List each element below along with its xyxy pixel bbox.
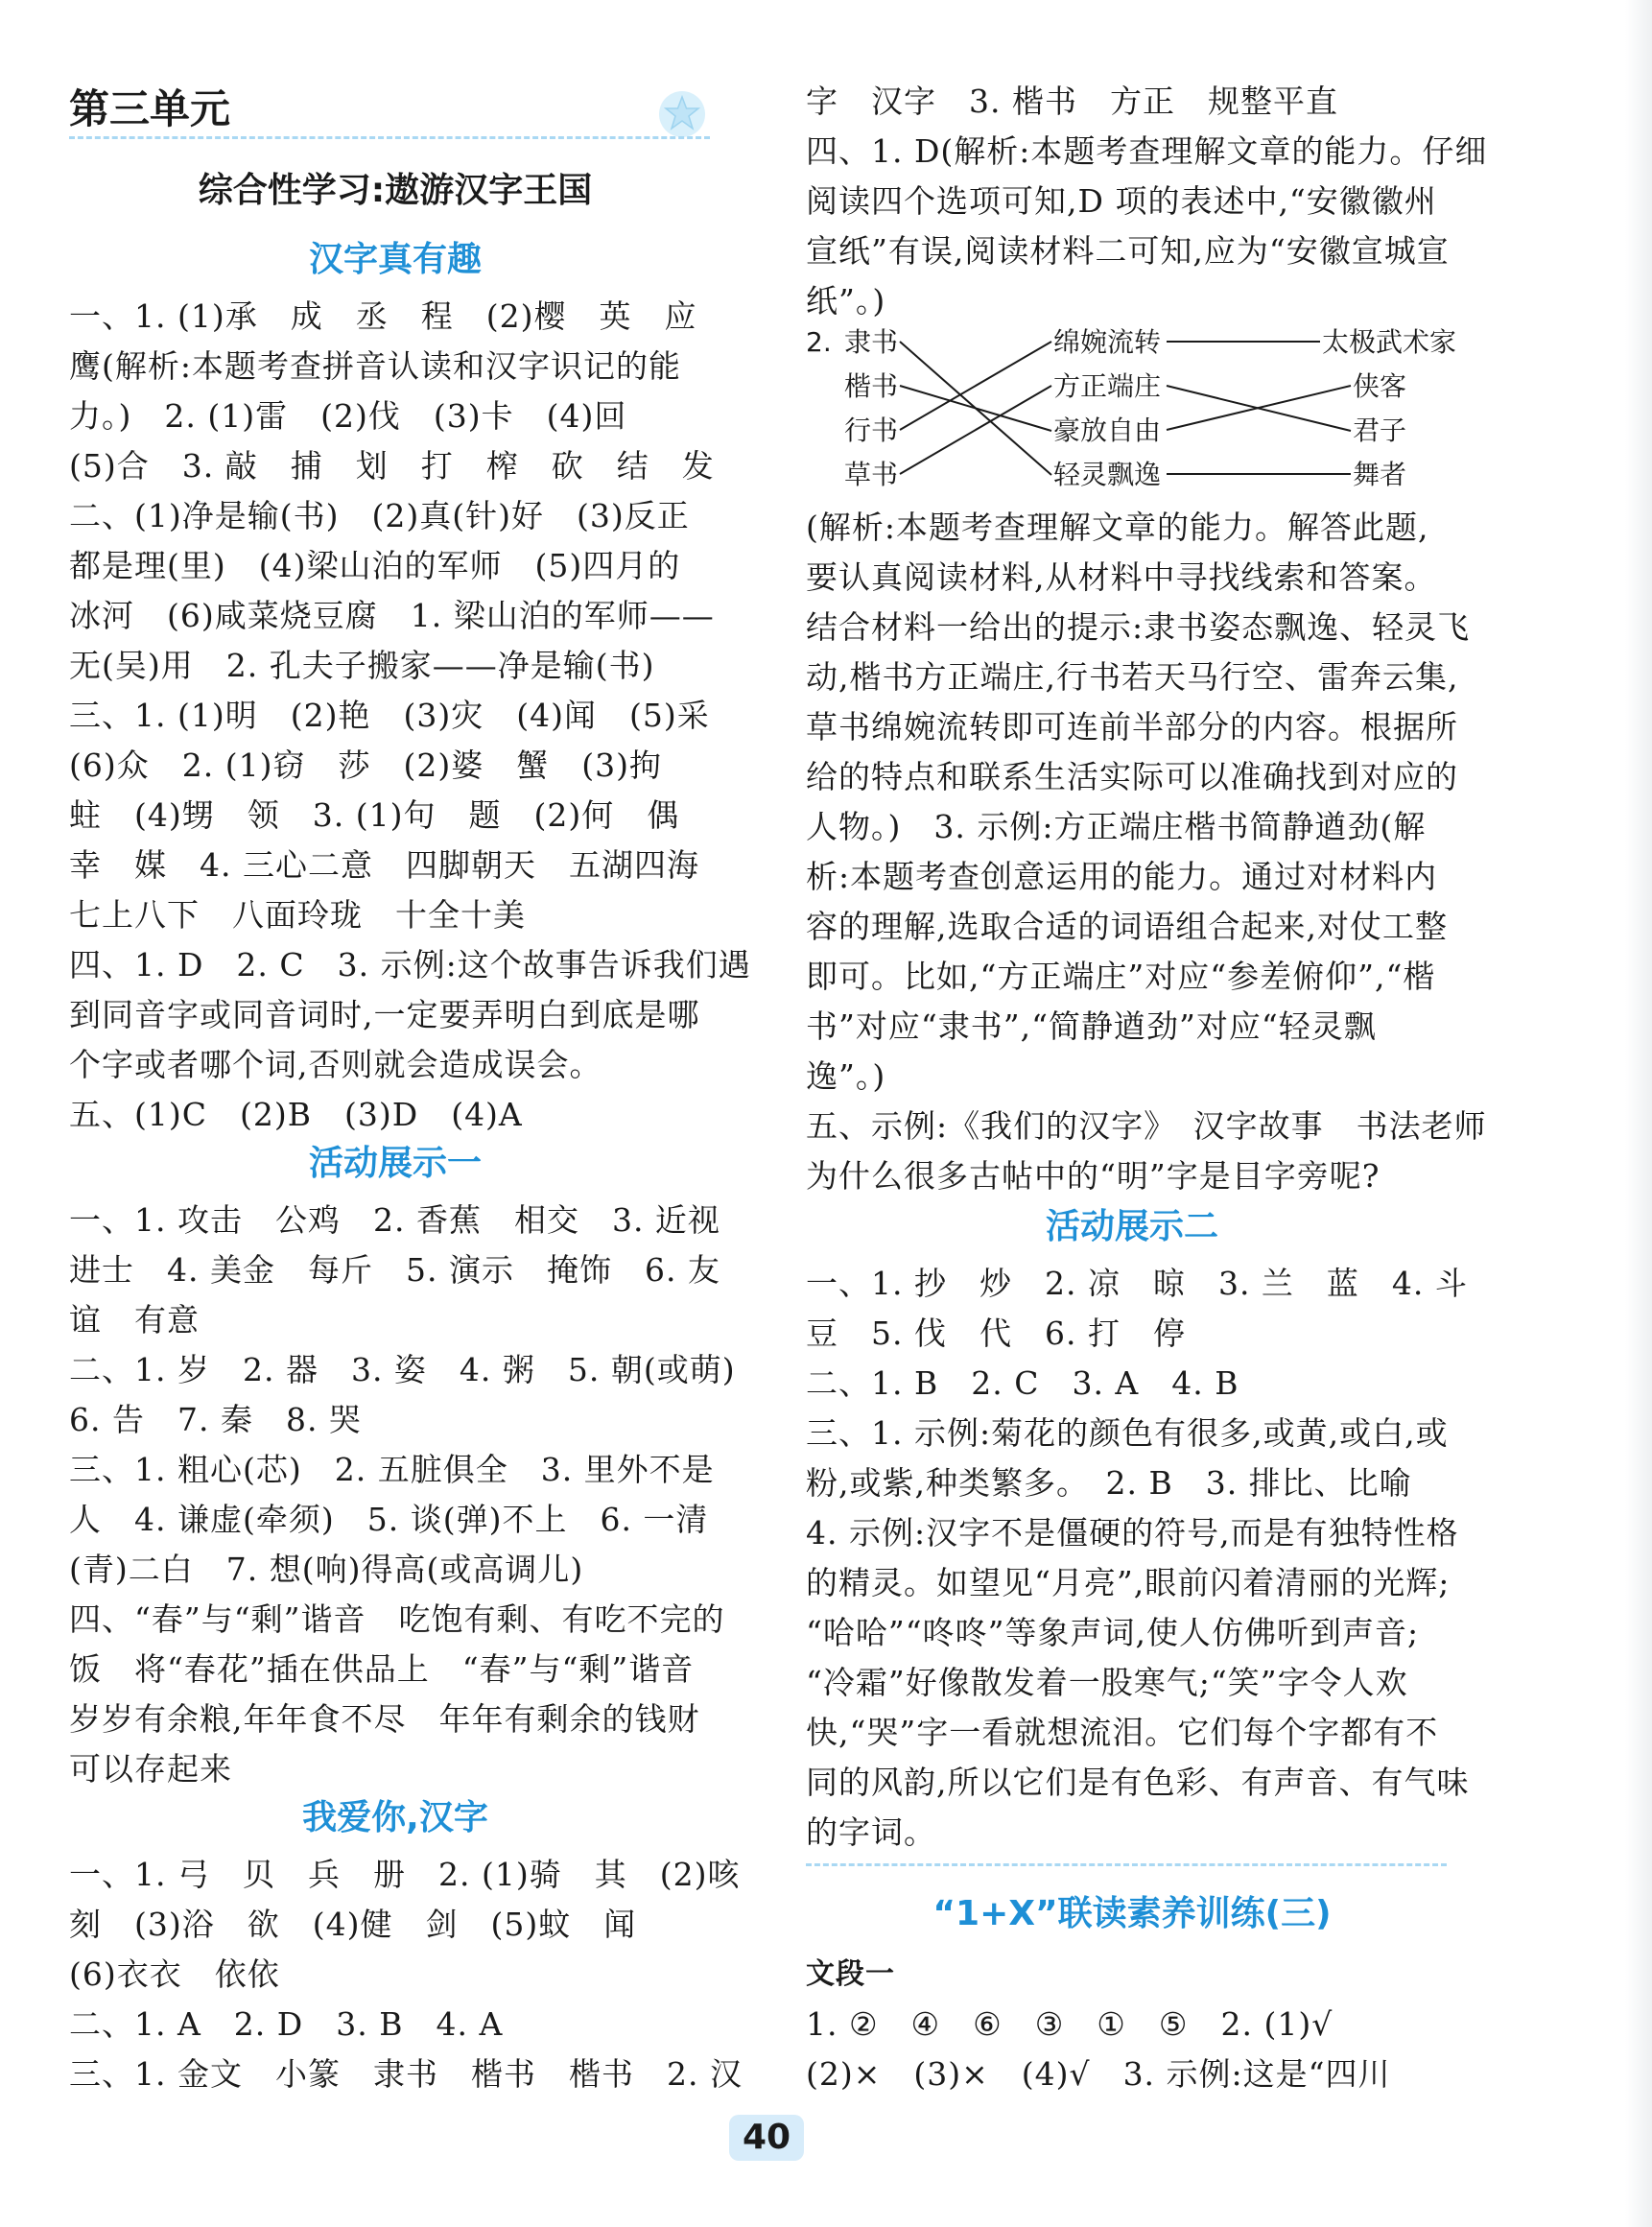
answer-line: 鹰(解析:本题考查拼音认读和汉字识记的能	[69, 347, 681, 385]
section-heading: 汉字真有趣	[308, 240, 482, 279]
answer-line: “冷霜”好像散发着一股寒气;“笑”字令人欢	[806, 1664, 1408, 1701]
answer-line: 阅读四个选项可知,D 项的表述中,“安徽徽州	[806, 182, 1437, 220]
answer-line: 五、示例:《我们的汉字》 汉字故事 书法老师	[806, 1107, 1487, 1145]
answer-line: (6)众 2. (1)窃 莎 (2)婆 蟹 (3)拘	[69, 746, 662, 784]
answer-line: (青)二白 7. 想(响)得高(或高调儿)	[69, 1551, 584, 1588]
answer-line: 人 4. 谦虚(牵须) 5. 谈(弹)不上 6. 一清	[69, 1501, 709, 1538]
section-divider	[806, 1863, 1447, 1866]
answer-line: 6. 告 7. 秦 8. 哭	[69, 1401, 362, 1438]
answer-line: 三、1. (1)明 (2)艳 (3)灾 (4)闻 (5)采	[69, 697, 710, 734]
answer-line: 无(吴)用 2. 孔夫子搬家——净是输(书)	[69, 647, 655, 684]
matching-label: 2.	[806, 326, 832, 358]
match-left-item: 草书	[844, 459, 899, 490]
answer-line: 豆 5. 伐 代 6. 打 停	[806, 1315, 1186, 1352]
answer-line: 三、1. 金文 小篆 隶书 楷书 楷书 2. 汉	[69, 2055, 743, 2093]
match-line	[900, 386, 1051, 474]
answer-line: 三、1. 示例:菊花的颜色有很多,或黄,或白,或	[806, 1414, 1449, 1452]
match-left-item: 隶书	[844, 326, 899, 358]
answer-line: 蛀 (4)甥 领 3. (1)句 题 (2)何 偶	[69, 796, 680, 834]
answer-line: 一、1. (1)承 成 丞 程 (2)樱 英 应	[69, 297, 697, 335]
match-right-item: 君子	[1353, 415, 1407, 446]
answer-line: (5)合 3. 敲 捕 划 打 榨 砍 结 发	[69, 447, 715, 485]
answer-line: 为什么很多古帖中的“明”字是目字旁呢?	[806, 1157, 1381, 1195]
answer-line: 同的风韵,所以它们是有色彩、有声音、有气味	[806, 1764, 1470, 1801]
answer-line: (解析:本题考查理解文章的能力。解答此题,	[806, 509, 1429, 546]
answer-line: 草书绵婉流转即可连前半部分的内容。根据所	[806, 708, 1458, 746]
match-middle-item: 轻灵飘逸	[1053, 459, 1162, 490]
answer-line: “哈哈”“咚咚”等象声词,使人仿佛听到声音;	[806, 1614, 1420, 1651]
section-heading: 我爱你,汉字	[302, 1798, 488, 1837]
answer-line: 一、1. 攻击 公鸡 2. 香蕉 相交 3. 近视	[69, 1201, 720, 1239]
page-subtitle: 综合性学习:遨游汉字王国	[198, 171, 593, 210]
answer-line: 刻 (3)浴 欲 (4)健 剑 (5)蚊 闻	[69, 1906, 637, 1943]
match-right-item: 太极武术家	[1322, 326, 1457, 358]
match-middle-item: 绵婉流转	[1053, 326, 1162, 358]
answer-line: 都是理(里) (4)梁山泊的军师 (5)四月的	[69, 547, 681, 584]
answer-line: 五、(1)C (2)B (3)D (4)A	[69, 1096, 523, 1133]
answer-line: 即可。比如,“方正端庄”对应“参差俯仰”,“楷	[806, 958, 1436, 995]
answer-line: 容的理解,选取合适的词语组合起来,对仗工整	[806, 908, 1448, 945]
section-heading: 活动展示一	[308, 1144, 482, 1183]
answer-line: (6)衣衣 依依	[69, 1955, 280, 1993]
answer-line: 进士 4. 美金 每斤 5. 演示 掩饰 6. 友	[69, 1251, 720, 1289]
answer-line: 一、1. 弓 贝 兵 册 2. (1)骑 其 (2)咳	[69, 1856, 741, 1893]
match-middle-item: 方正端庄	[1053, 370, 1162, 402]
passage-label: 文段一	[806, 1957, 895, 1991]
match-line	[900, 342, 1051, 430]
answer-line: 四、1. D 2. C 3. 示例:这个故事告诉我们遇	[69, 946, 751, 983]
answer-line: 饭 将“春花”插在供品上 “春”与“剩”谐音	[69, 1650, 695, 1688]
section-heading: 活动展示二	[1045, 1207, 1218, 1246]
answer-line: 可以存起来	[69, 1750, 232, 1788]
match-left-item: 楷书	[844, 370, 899, 402]
answer-line: 给的特点和联系生活实际可以准确找到对应的	[806, 758, 1458, 795]
answer-line: 逸”。)	[806, 1057, 886, 1095]
page-edge-shadow	[1625, 0, 1652, 2227]
answer-line: 的字词。	[806, 1813, 936, 1851]
answer-line: 七上八下 八面玲珑 十全十美	[69, 896, 526, 934]
answer-line: 二、1. A 2. D 3. B 4. A	[69, 2005, 504, 2043]
answer-line: 要认真阅读材料,从材料中寻找线索和答案。	[806, 558, 1437, 596]
answer-line: 宣纸”有误,阅读材料二可知,应为“安徽宣城宣	[806, 232, 1450, 270]
answer-line: 四、1. D(解析:本题考查理解文章的能力。仔细	[806, 132, 1488, 170]
answer-line: 冰河 (6)咸菜烧豆腐 1. 梁山泊的军师——	[69, 597, 715, 634]
match-left-item: 行书	[844, 415, 899, 446]
answer-line: 动,楷书方正端庄,行书若天马行空、雷奔云集,	[806, 658, 1459, 696]
answer-line: 四、“春”与“剩”谐音 吃饱有剩、有吃不完的	[69, 1600, 725, 1638]
match-line	[900, 386, 1051, 431]
answer-line: 字 汉字 3. 楷书 方正 规整平直	[806, 83, 1338, 120]
answer-line: 析:本题考查创意运用的能力。通过对材料内	[806, 858, 1438, 895]
answer-line: 谊 有意	[69, 1301, 200, 1339]
matching-diagram	[806, 322, 1458, 505]
answer-line: 纸”。)	[806, 282, 886, 320]
answer-line: 到同音字或同音词时,一定要弄明白到底是哪	[69, 996, 700, 1033]
answer-line: 粉,或紫,种类繁多。 2. B 3. 排比、比喻	[806, 1464, 1412, 1502]
answer-line: 三、1. 粗心(芯) 2. 五脏俱全 3. 里外不是	[69, 1451, 715, 1488]
answer-line: 结合材料一给出的提示:隶书姿态飘逸、轻灵飞	[806, 608, 1471, 646]
answer-line: 快,“哭”字一看就想流泪。它们每个字都有不	[806, 1714, 1439, 1751]
answer-line: 1. ② ④ ⑥ ③ ① ⑤ 2. (1)√	[806, 2005, 1333, 2043]
answer-line: 二、(1)净是输(书) (2)真(针)好 (3)反正	[69, 497, 690, 534]
page-number: 40	[729, 2115, 804, 2161]
answer-line: 一、1. 抄 炒 2. 凉 晾 3. 兰 蓝 4. 斗	[806, 1265, 1468, 1302]
answer-line: 二、1. B 2. C 3. A 4. B	[806, 1364, 1239, 1402]
answer-line: 岁岁有余粮,年年食不尽 年年有剩余的钱财	[69, 1700, 700, 1738]
answer-line: (2)× (3)× (4)√ 3. 示例:这是“四川	[806, 2055, 1391, 2093]
match-middle-item: 豪放自由	[1053, 415, 1162, 446]
answer-line: 的精灵。如望见“月亮”,眼前闪着清丽的光辉;	[806, 1564, 1451, 1601]
answer-line: 书”对应“隶书”,“简静遒劲”对应“轻灵飘	[806, 1007, 1377, 1045]
answer-line: 二、1. 岁 2. 器 3. 姿 4. 粥 5. 朝(或萌)	[69, 1351, 736, 1388]
answer-line: 人物。) 3. 示例:方正端庄楷书简静遒劲(解	[806, 808, 1427, 845]
unit-title: 第三单元	[69, 85, 231, 132]
answer-line: 个字或者哪个词,否则就会造成误会。	[69, 1046, 602, 1083]
title-underline	[69, 136, 710, 139]
star-badge-icon	[656, 88, 708, 140]
answer-line: 4. 示例:汉字不是僵硬的符号,而是有独特性格	[806, 1514, 1459, 1552]
match-right-item: 舞者	[1353, 459, 1407, 490]
answer-line: 幸 媒 4. 三心二意 四脚朝天 五湖四海	[69, 846, 699, 884]
section-heading: “1+X”联读素养训练(三)	[932, 1894, 1332, 1933]
match-right-item: 侠客	[1353, 370, 1407, 402]
answer-line: 力。) 2. (1)雷 (2)伐 (3)卡 (4)回	[69, 397, 627, 435]
